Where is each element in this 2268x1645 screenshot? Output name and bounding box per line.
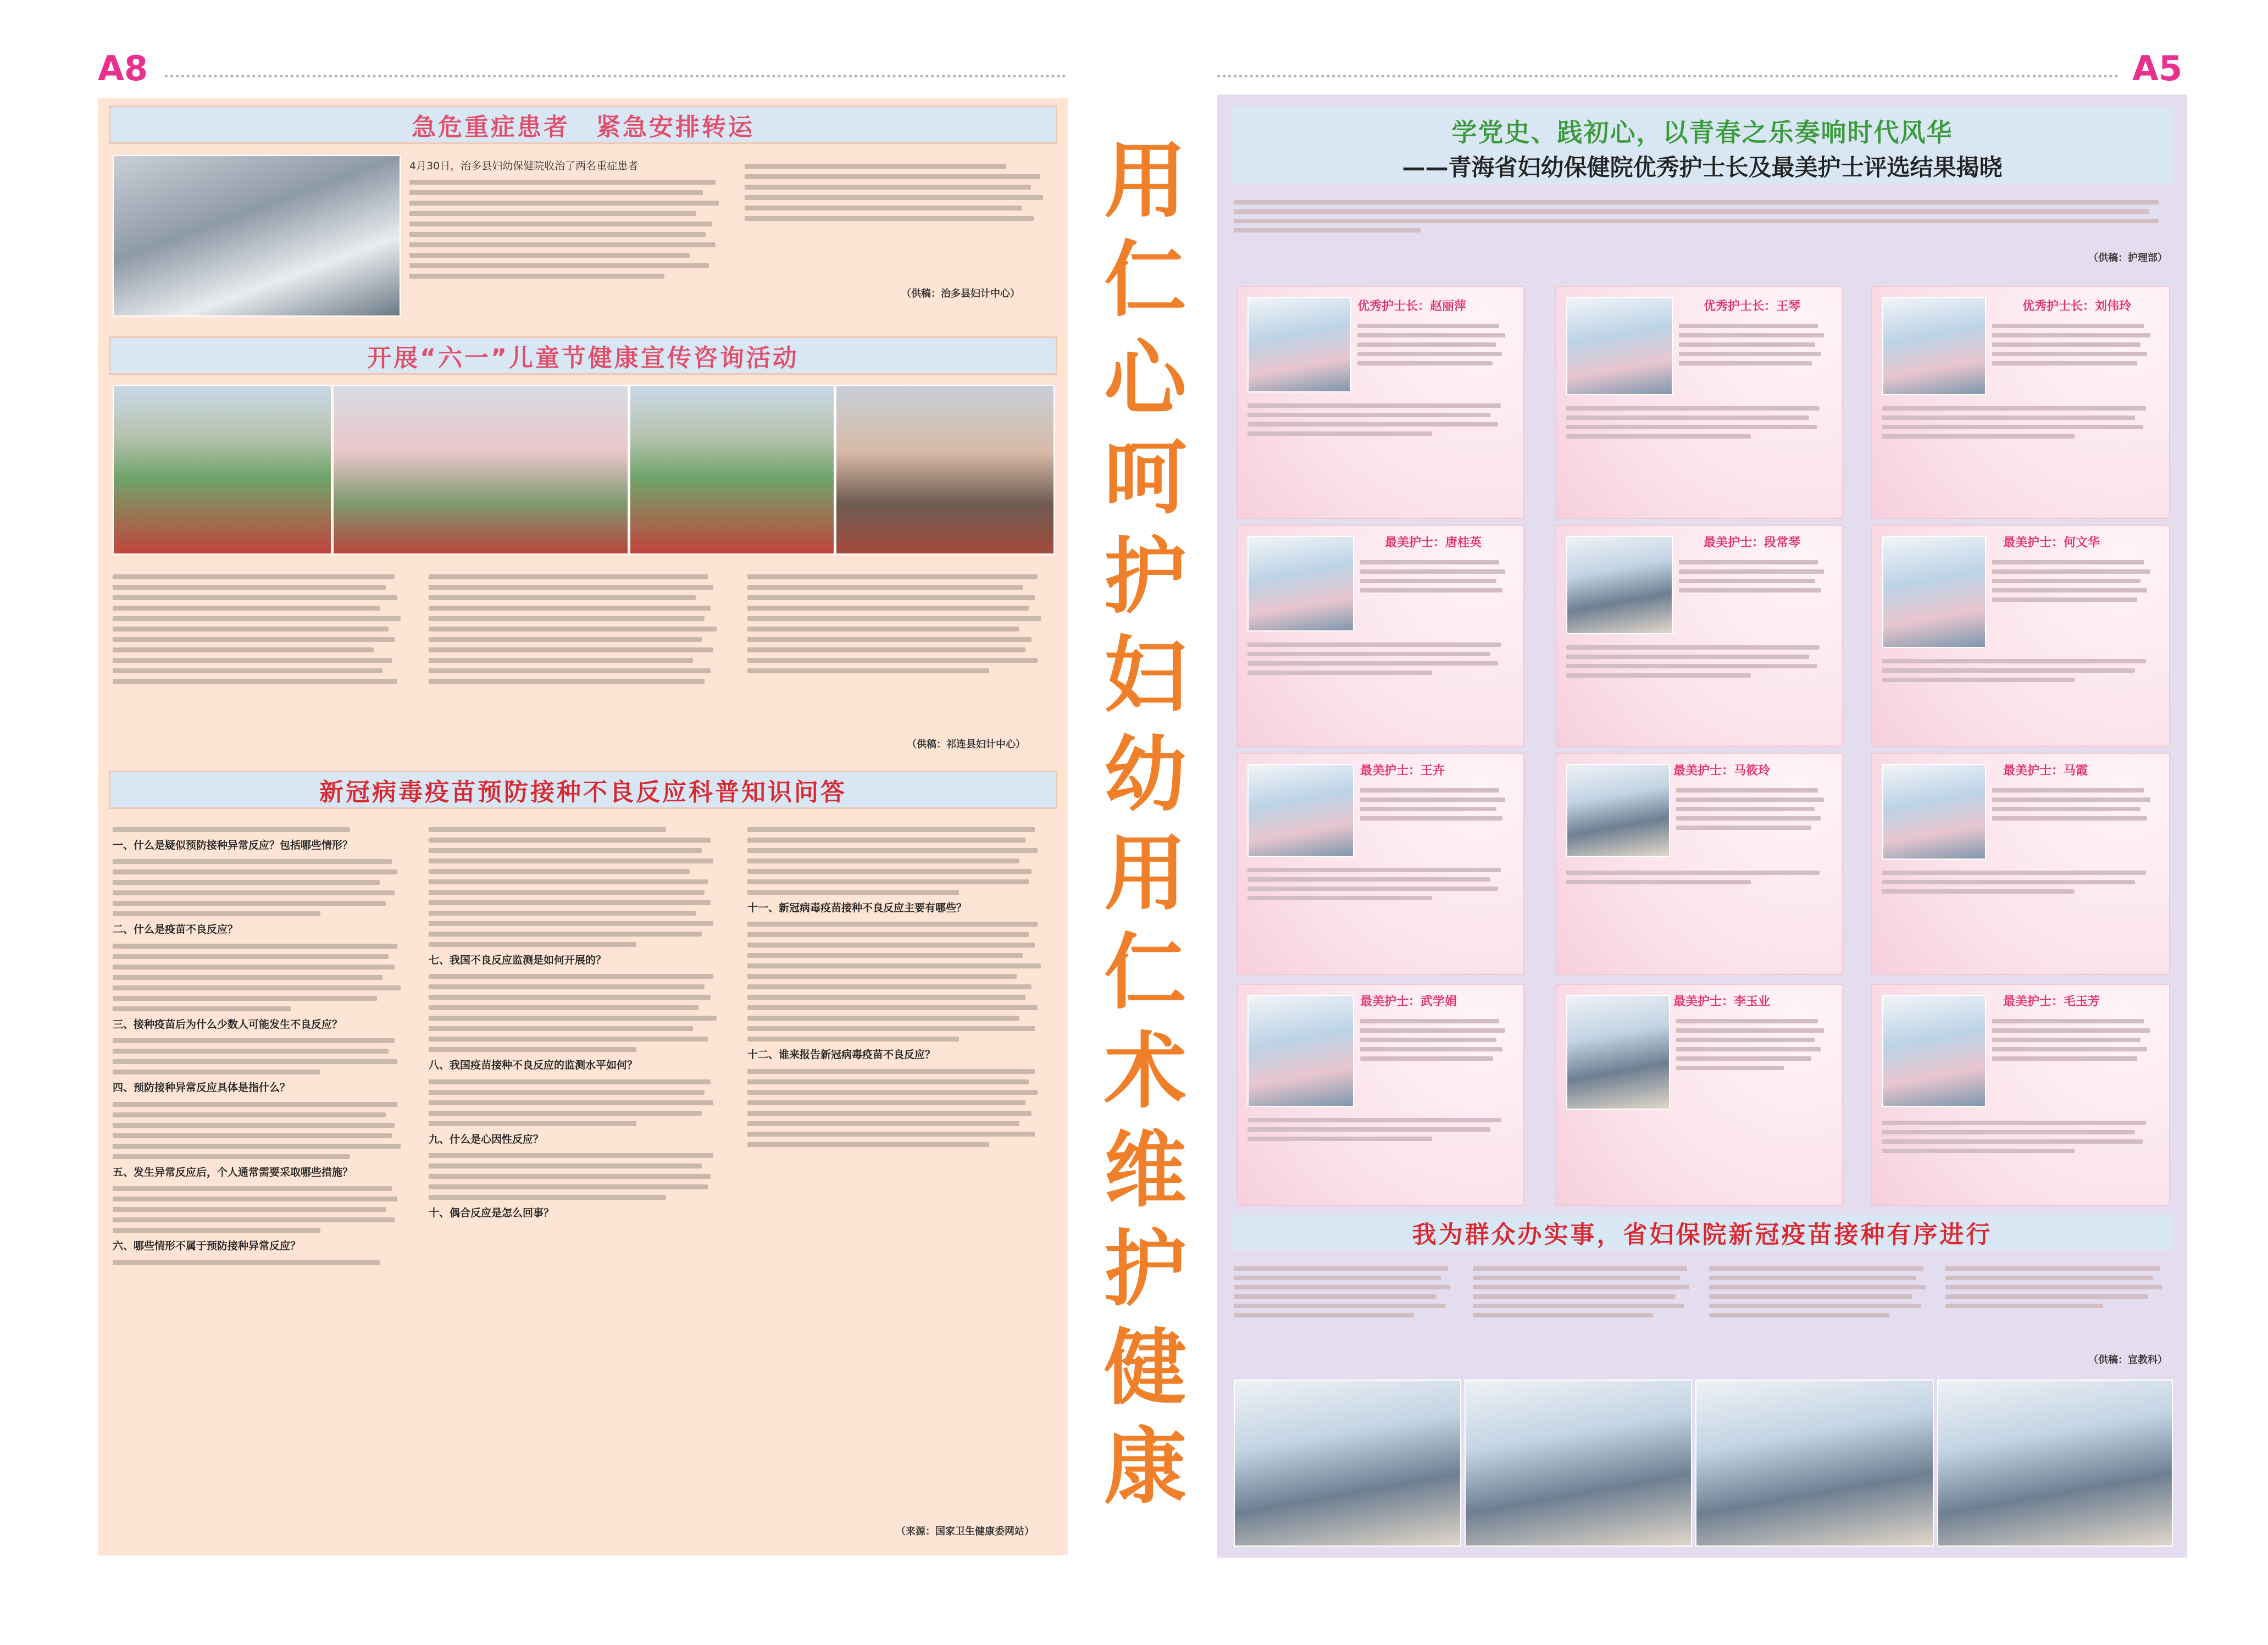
article3-col1 — [113, 822, 409, 1271]
qa-question-10: 十、偶合反应是怎么回事？ — [429, 1207, 554, 1220]
nurse-card-text-3b — [1882, 401, 2157, 444]
nurse-card-title-3: 优秀护士长：刘伟玲 — [2022, 300, 2132, 313]
nurse-card-text-8b — [1566, 866, 1830, 889]
nurse-card-text-5b — [1566, 640, 1830, 683]
article3-col3 — [747, 822, 1050, 1153]
qa-question-12: 十二、谁来报告新冠病毒疫苗不良反应？ — [747, 1049, 936, 1061]
vertical-title: 用仁心呵护妇幼 用仁术维护健康 — [1103, 134, 1188, 1515]
nurse-card-text-11 — [1676, 1014, 1830, 1075]
article2-body-col1 — [113, 569, 409, 689]
nurse-card-title-2: 优秀护士长：王琴 — [1704, 300, 1801, 313]
right-intro-credit: （供稿：护理部） — [2088, 252, 2167, 264]
nurse-card-text-7b — [1247, 863, 1511, 905]
nurse-photo-7 — [1247, 764, 1354, 857]
nurse-card-text-8 — [1676, 783, 1830, 835]
nurse-card-title-12: 最美护士：毛玉芳 — [2003, 995, 2100, 1009]
nurse-card-text-5 — [1679, 555, 1830, 597]
nurse-card-title-8: 最美护士：马筱玲 — [1673, 764, 1771, 778]
qa-question-1: 一、什么是疑似预防接种异常反应？包括哪些情形？ — [113, 839, 353, 851]
article2-photo-4 — [835, 385, 1055, 555]
nurse-photo-6 — [1882, 536, 1986, 648]
nurse-card-text-3 — [1992, 319, 2157, 370]
nurse-card-title-1: 优秀护士长：赵丽萍 — [1357, 300, 1467, 313]
article2-body-col3 — [747, 569, 1050, 679]
right-headline: 学党史、践初心，以青春之乐奏响时代风华 — [1451, 118, 1953, 147]
nurse-card-text-6 — [1992, 555, 2157, 607]
nurse-photo-10 — [1247, 995, 1354, 1107]
nurse-card-text-9b — [1882, 866, 2157, 899]
qa-question-4: 四、预防接种异常反应具体是指什么？ — [113, 1082, 291, 1094]
article3-title: 新冠病毒疫苗预防接种不良反应科普知识问答 — [319, 778, 847, 806]
nurse-photo-1 — [1247, 297, 1351, 392]
vaccination-photo-3 — [1695, 1380, 1934, 1547]
article2-photo-3 — [629, 385, 835, 555]
right-subheadline: ——青海省妇幼保健院优秀护士长及最美护士评选结果揭晓 — [1402, 154, 2003, 181]
article1-title-band — [109, 106, 1057, 144]
top-rule-right — [1217, 75, 2119, 77]
nurse-card-text-10 — [1360, 1014, 1511, 1066]
qa-question-6: 六、哪些情形不属于预防接种异常反应？ — [113, 1240, 301, 1253]
nurse-card-title-5: 最美护士：段常琴 — [1704, 536, 1801, 550]
page-number-left: A8 — [98, 48, 148, 88]
nurse-card-text-1 — [1357, 319, 1511, 370]
nurse-card-text-4b — [1247, 638, 1511, 680]
article3-credit: （来源：国家卫生健康委网站） — [896, 1526, 1034, 1537]
nurse-card-title-6: 最美护士：何文华 — [2003, 536, 2100, 550]
article2-photo-2 — [332, 385, 629, 555]
nurse-card-text-12 — [1992, 1014, 2157, 1066]
article1-photo-hospital-corridor — [113, 155, 401, 317]
qa-question-3: 三、接种疫苗后为什么少数人可能发生不良反应？ — [113, 1018, 343, 1031]
page-number-right: A5 — [2132, 48, 2183, 88]
right-bottom-title: 我为群众办实事，省妇保院新冠疫苗接种有序进行 — [1412, 1221, 1993, 1249]
nurse-card-title-4: 最美护士：唐桂英 — [1385, 536, 1482, 550]
right-bottom-title-band — [1231, 1215, 2173, 1250]
vaccination-photo-4 — [1937, 1380, 2173, 1547]
nurse-card-text-4 — [1360, 555, 1511, 597]
article2-credit: （供稿：祁连县妇计中心） — [907, 739, 1025, 750]
nurse-photo-8 — [1566, 764, 1670, 857]
article2-body-col2 — [429, 569, 725, 689]
nurse-card-title-7: 最美护士：王卉 — [1360, 764, 1445, 778]
qa-question-9: 九、什么是心因性反应？ — [429, 1133, 544, 1145]
article2-title-band — [109, 336, 1057, 375]
nurse-photo-9 — [1882, 764, 1986, 860]
article1-body — [409, 158, 728, 284]
nurse-card-text-2 — [1679, 319, 1830, 370]
right-bottom-col2 — [1473, 1261, 1698, 1322]
right-intro — [1234, 195, 2168, 237]
nurse-card-text-7 — [1360, 783, 1511, 826]
vaccination-photo-2 — [1465, 1380, 1692, 1547]
right-bottom-col3 — [1709, 1261, 1934, 1322]
vaccination-photo-1 — [1234, 1380, 1461, 1547]
nurse-card-text-12b — [1882, 1116, 2157, 1158]
nurse-card-text-10b — [1247, 1113, 1511, 1146]
nurse-photo-12 — [1882, 995, 1986, 1107]
right-bottom-col4 — [1945, 1261, 2171, 1313]
top-rule-left — [165, 75, 1066, 77]
nurse-card-title-10: 最美护士：武学娟 — [1360, 995, 1457, 1009]
qa-question-8: 八、我国疫苗接种不良反应的监测水平如何？ — [429, 1059, 638, 1072]
nurse-photo-3 — [1882, 297, 1986, 395]
nurse-photo-4 — [1247, 536, 1354, 632]
article1-credit: （供稿：治多县妇计中心） — [901, 288, 1020, 300]
article1-intro: 4月30日，治多县妇幼保健院收治了两名重症患者 — [409, 160, 639, 172]
nurse-card-title-9: 最美护士：马霞 — [2003, 764, 2088, 778]
nurse-card-text-6b — [1882, 654, 2157, 687]
article2-photo-1 — [113, 385, 332, 555]
qa-question-11: 十一、新冠病毒疫苗接种不良反应主要有哪些？ — [747, 902, 967, 914]
nurse-card-text-1b — [1247, 398, 1511, 441]
article3-title-band — [109, 771, 1057, 809]
qa-question-7: 七、我国不良反应监测是如何开展的？ — [429, 954, 607, 966]
nurse-card-text-9 — [1992, 783, 2157, 826]
nurse-photo-11 — [1566, 995, 1670, 1110]
nurse-photo-2 — [1566, 297, 1673, 395]
article1-title: 急危重症患者 紧急安排转运 — [412, 113, 755, 141]
article2-title: 开展“六一”儿童节健康宣传咨询活动 — [367, 344, 799, 372]
right-bottom-col1 — [1234, 1261, 1459, 1322]
nurse-photo-5 — [1566, 536, 1673, 634]
nurse-card-text-2b — [1566, 401, 1830, 444]
nurse-card-title-11: 最美护士：李玉业 — [1673, 995, 1771, 1009]
qa-question-5: 五、发生异常反应后，个人通常需要采取哪些措施？ — [113, 1166, 353, 1178]
right-bottom-credit: （供稿：宣教科） — [2088, 1354, 2167, 1366]
qa-question-2: 二、什么是疫苗不良反应？ — [113, 923, 239, 936]
article3-col2 — [429, 822, 725, 1222]
article1-body-col2 — [745, 158, 1052, 226]
